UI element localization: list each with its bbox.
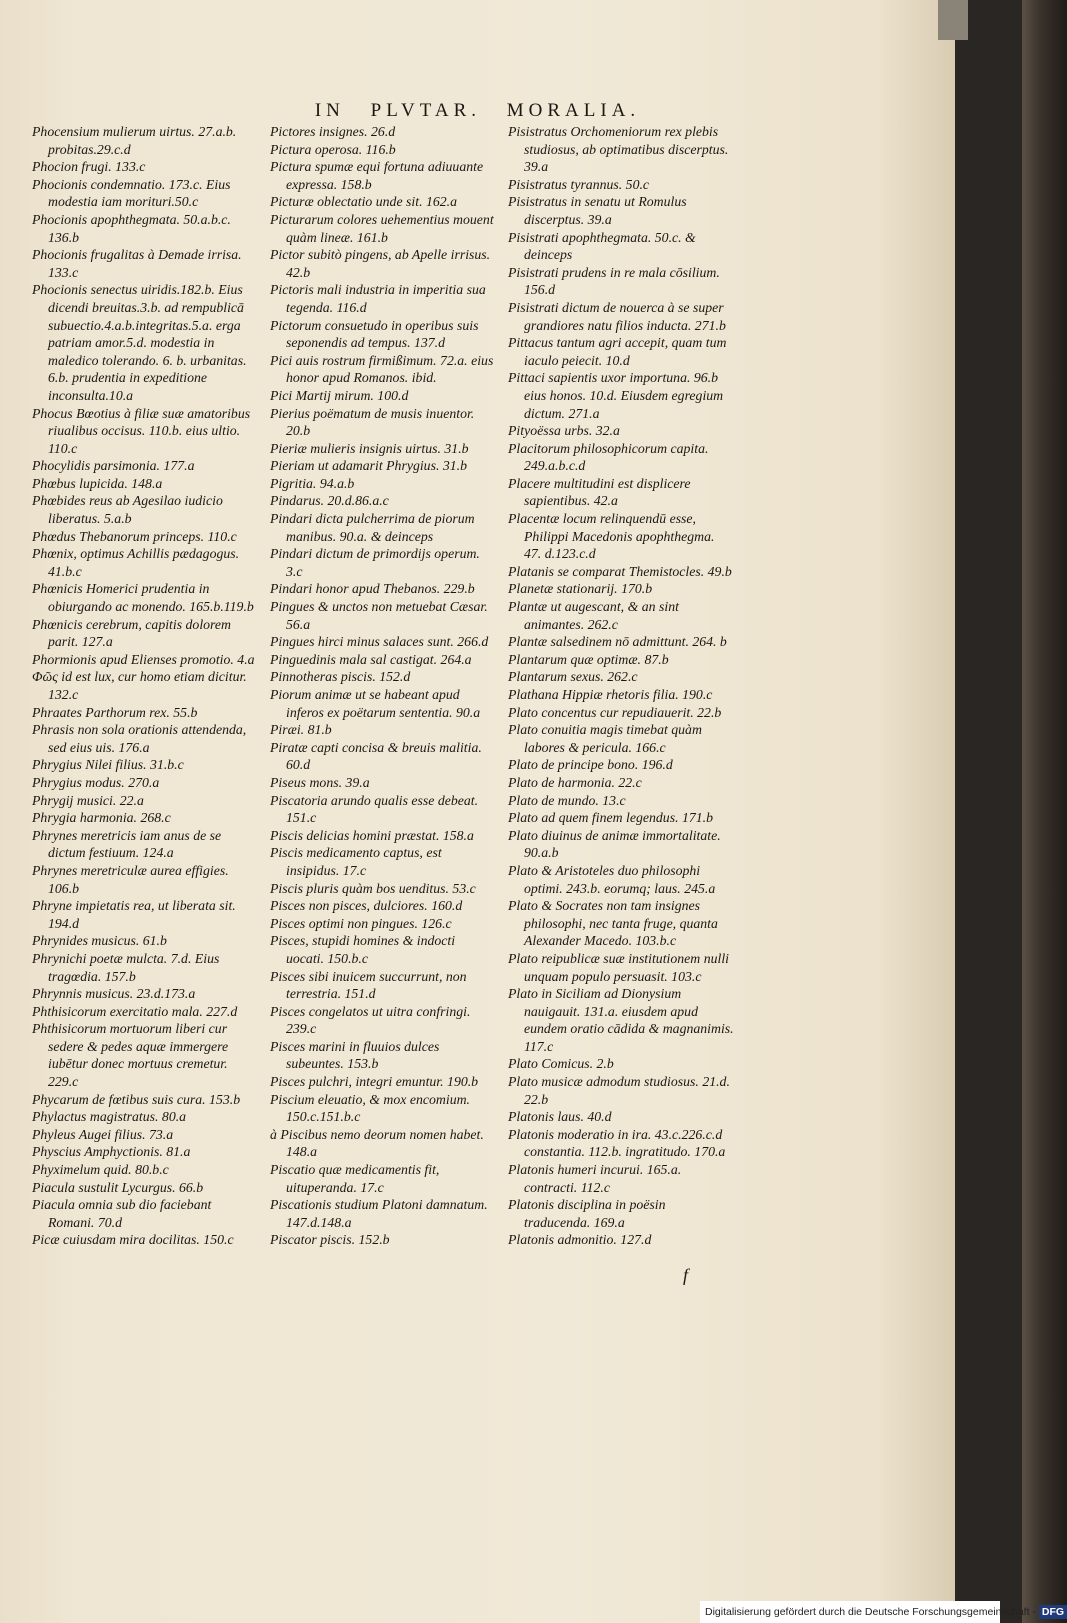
index-column-right [508, 123, 734, 1249]
index-entry: Phocion frugi. 133.c [32, 159, 146, 175]
index-entry: Platonis moderatio in ira. 43.c.226.c.d constantia. 112.b. ingratitudo. 170.a [508, 1126, 726, 1160]
index-entry: Phrynes meretriculæ aurea effigies. 106.b [32, 862, 229, 896]
index-entry: Plantarum sexus. 262.c [508, 669, 638, 685]
index-entry: Placentæ locum relinquendū esse, Philippi Macedonis apophthegma. 47. d.123.c.d [508, 511, 715, 562]
index-entry: Pisces marini in fluuios dulces subeuntes. 153.b [270, 1038, 440, 1072]
index-entry: Piscatoria arundo qualis esse debeat. 151.c [270, 792, 479, 826]
index-entry: Pictor subitò pingens, ab Apelle irrisus. 42.b [270, 247, 491, 280]
index-entry: Phœbus lupicida. 148.a [32, 475, 163, 491]
index-entry: Pingues & unctos non metuebat Cæsar. 56.a [270, 599, 488, 632]
index-entry: Pictoris mali industria in imperitia sua tegenda. 116.d [270, 282, 486, 315]
index-entry: Plato conuitia magis timebat quàm labores & pericula. 166.c [508, 722, 702, 755]
index-entry: Plato de principe bono. 196.d [508, 757, 673, 773]
index-entry: Pisces congelatos ut uitra confringi. 239.c [270, 1003, 471, 1037]
dfg-logo: DFG [1039, 1605, 1067, 1619]
index-entry: Phocylidis parsimonia. 177.a [32, 458, 195, 474]
index-entry: Pittaci sapientis uxor importuna. 96.b eius honos. 10.d. Eiusdem egregium dictum. 271.a [508, 370, 724, 421]
index-entry: Phrynes meretricis iam anus de se dictum festiuum. 124.a [32, 827, 222, 861]
index-entry: Pityoëssa urbs. 32.a [508, 423, 620, 439]
index-entry: Pisistratus Orchomeniorum rex plebis studiosus, ab optimatibus discerptus. 39.a [508, 124, 729, 175]
index-entry: Pisistrati prudens in re mala cōsilium. 156.d [508, 264, 720, 298]
index-entry: Platonis disciplina in poësin traducenda. 169.a [508, 1197, 666, 1230]
index-entry: Piscis medicamento captus, est insipidus. 17.c [270, 845, 442, 878]
index-entry: Pinnotheras piscis. 152.d [270, 669, 411, 685]
index-entry: Piseus mons. 39.a [270, 774, 370, 790]
index-entry: Phycarum de fœtibus suis cura. 153.b [32, 1091, 241, 1107]
index-column-left [32, 123, 260, 1249]
index-entry: Phrygia harmonia. 268.c [32, 810, 171, 826]
index-entry: Plato in Siciliam ad Dionysium nauigauit. 131.a. eiusdem apud eundem oratio cādida & magnanimis. 117.c [508, 986, 734, 1054]
index-entry: Pindari dicta pulcherrima de piorum manibus. 90.a. & deinceps [270, 511, 475, 544]
index-entry: Plathana Hippiæ rhetoris filia. 190.c [508, 687, 713, 702]
index-entry: Plantæ salsedinem nō admittunt. 264. b [508, 634, 727, 650]
index-entry: Pisces optimi non pingues. 126.c [270, 915, 452, 931]
index-entry: Plato diuinus de animæ immortalitate. 90.a.b [508, 827, 721, 861]
index-entry: Pindari honor apud Thebanos. 229.b [270, 581, 475, 597]
index-entry: Phrygij musici. 22.a [32, 792, 144, 808]
index-entry: Phormionis apud Elienses promotio. 4.a [32, 651, 255, 667]
index-entry: Phœnix, optimus Achillis pædagogus. 41.b.c [32, 546, 240, 579]
index-entry: Phryne impietatis rea, ut liberata sit. 194.d [32, 898, 236, 931]
index-entry: Pinguedinis mala sal castigat. 264.a [270, 651, 472, 667]
index-entry: Pisces sibi inuicem succurrunt, non terrestria. 151.d [270, 968, 467, 1002]
index-entry: Picæ cuiusdam mira docilitas. 150.c [32, 1232, 234, 1248]
index-entry: Phrasis non sola orationis attendenda, sed eius uis. 176.a [32, 722, 247, 755]
header-word: MORALIA. [506, 100, 641, 121]
index-entry: Physcius Amphyctionis. 81.a [32, 1144, 191, 1160]
index-entry: Pictores insignes. 26.d [270, 124, 396, 139]
index-entry: Platonis laus. 40.d [508, 1109, 612, 1125]
index-entry: Plantarum quæ optimæ. 87.b [508, 651, 669, 667]
index-entry: Phocionis frugalitas à Demade irrisa. 133.c [32, 247, 242, 280]
index-entry: Pictura operosa. 116.b [270, 141, 396, 157]
index-column-middle [270, 123, 494, 1249]
index-entry: Piacula sustulit Lycurgus. 66.b [32, 1179, 204, 1195]
index-entry: Pisistrati apophthegmata. 50.c. & deinceps [508, 229, 696, 263]
index-entry: Phraates Parthorum rex. 55.b [32, 704, 198, 720]
index-entry: Pieriæ mulieris insignis uirtus. 31.b [270, 440, 469, 456]
index-entry: Pisistratus in senatu ut Romulus discerptus. 39.a [508, 194, 687, 227]
index-entry: Placere multitudini est displicere sapientibus. 42.a [508, 475, 691, 509]
index-entry: à Piscibus nemo deorum nomen habet. 148.a [270, 1126, 484, 1160]
index-entry: Plato de harmonia. 22.c [508, 774, 642, 790]
index-entry: Piscator piscis. 152.b [270, 1232, 390, 1248]
index-entry: Phœnicis Homerici prudentia in obiurgando ac monendo. 165.b.119.b [32, 581, 254, 615]
index-entry: Placitorum philosophicorum capita. 249.a.b.c.d [508, 440, 709, 474]
catchword: f [683, 1265, 689, 1285]
index-entry: Piratæ capti concisa & breuis malitia. 60.d [270, 739, 482, 773]
index-entry: Plato & Aristoteles duo philosophi optimi. 243.b. eorumq; laus. 245.a [508, 862, 716, 896]
index-entry: Pisistratus tyrannus. 50.c [508, 176, 650, 192]
index-entry: Piacula omnia sub dio faciebant Romani. 70.d [32, 1197, 212, 1230]
index-entry: Piræi. 81.b [270, 722, 332, 738]
index-entry: Pisces pulchri, integri emuntur. 190.b [270, 1074, 479, 1090]
index-entry: Pingues hirci minus salaces sunt. 266.d [270, 634, 489, 650]
index-entry: Phocionis apophthegmata. 50.a.b.c. 136.b [32, 211, 231, 245]
index-entry: Plato musicæ admodum studiosus. 21.d. 22.b [508, 1074, 730, 1107]
index-entry: Phrynichi poetæ mulcta. 7.d. Eius tragœdia. 157.b [32, 950, 220, 984]
index-entry: Phocus Bœotius à filiæ suæ amatoribus riualibus occisus. 110.b. eius ultio. 110.c [32, 405, 251, 456]
index-entry: Phrynnis musicus. 23.d.173.a [32, 986, 196, 1002]
index-entry: Phthisicorum exercitatio mala. 227.d [32, 1003, 238, 1019]
index-entry: Piscationis studium Platoni damnatum. 147.d.148.a [270, 1197, 488, 1230]
index-entry: Platonis humeri incurui. 165.a. contracti. 112.c [508, 1162, 682, 1195]
index-entry: Phrygius modus. 270.a [32, 774, 160, 790]
index-entry: Pisces, stupidi homines & indocti uocati. 150.b.c [270, 933, 456, 966]
index-entry: Piorum animæ ut se habeant apud inferos ex poëtarum sententia. 90.a [270, 687, 481, 720]
index-entry: Picturæ oblectatio unde sit. 162.a [270, 194, 458, 210]
index-entry: Piscium eleuatio, & mox encomium. 150.c.151.b.c [270, 1091, 471, 1125]
index-entry: Phthisicorum mortuorum liberi cur sedere & pedes aquæ immergere iubētur donec mortuus cremetur. 229.c [32, 1021, 229, 1090]
index-entry: Plato concentus cur repudiauerit. 22.b [508, 704, 722, 720]
header-word: PLVTAR. [370, 100, 482, 121]
index-entry: Phrynides musicus. 61.b [32, 933, 167, 949]
index-entry: Phylactus magistratus. 80.a [32, 1109, 187, 1125]
book-edge [1022, 0, 1067, 1623]
index-entry: Platanis se comparat Themistocles. 49.b [508, 563, 732, 579]
index-entry: Phocensium mulierum uirtus. 27.a.b. probitas.29.c.d [32, 124, 237, 157]
index-entry: Plato reipublicæ suæ institutionem nulli unquam populo persuasit. 103.c [508, 950, 730, 984]
index-entry: Piscis delicias homini præstat. 158.a [270, 827, 474, 843]
index-entry: Phœdus Thebanorum princeps. 110.c [32, 528, 237, 544]
index-entry: Piscis pluris quàm bos uenditus. 53.c [270, 880, 476, 896]
index-entry: Planetæ stationarij. 170.b [508, 581, 653, 597]
index-entry: Plato & Socrates non tam insignes philosophi, nec tanta fruge, quanta Alexander Macedo. 103.b.c [508, 898, 718, 949]
index-entry: Pictorum consuetudo in operibus suis seponendis ad tempus. 137.d [270, 317, 479, 351]
index-entry: Pindarus. 20.d.86.a.c [270, 493, 389, 509]
index-entry: Pisces non pisces, dulciores. 160.d [270, 898, 463, 914]
running-header [0, 100, 955, 122]
index-entry: Plato de mundo. 13.c [508, 792, 626, 808]
index-entry: Phrygius Nilei filius. 31.b.c [32, 757, 184, 773]
header-word: IN [314, 100, 345, 121]
index-entry: Pigritia. 94.a.b [270, 475, 355, 491]
index-entry: Φῶς id est lux, cur homo etiam dicitur. 132.c [32, 669, 247, 702]
index-entry: Phocionis senectus uiridis.182.b. Eius dicendi breuitas.3.b. ad rempublicā subuectio.4.a.b.integritas.5.a. erga patriam amor.5.d. modestia in maledico tolerando. 6. b. urbanitas. 6.b. prudentia in expeditione inconsulta.10.a [32, 282, 247, 403]
index-entry: Plato ad quem finem legendus. 171.b [508, 810, 714, 826]
index-entry: Phyximelum quid. 80.b.c [32, 1162, 169, 1178]
index-entry: Pindari dictum de primordijs operum. 3.c [270, 546, 480, 579]
index-entry: Pictura spumæ equi fortuna adiuuante expressa. 158.b [270, 159, 484, 192]
index-entry: Platonis admonitio. 127.d [508, 1232, 652, 1248]
footer-text: Digitalisierung gefördert durch die Deutsche Forschungsgemeinschaft - [705, 1606, 1036, 1618]
index-entry: Plato Comicus. 2.b [508, 1056, 614, 1072]
index-entry: Pisistrati dictum de nouerca à se super grandiores natu filios inducta. 271.b [508, 299, 726, 333]
index-entry: Picturarum colores uehementius mouent quàm lineæ. 161.b [270, 211, 494, 245]
index-entry: Pierius poëmatum de musis inuentor. 20.b [270, 405, 475, 439]
index-entry: Phœbides reus ab Agesilao iudicio liberatus. 5.a.b [32, 493, 223, 527]
index-entry: Pieriam ut adamarit Phrygius. 31.b [270, 458, 467, 474]
index-entry: Pici auis rostrum firmißimum. 72.a. eius honor apud Romanos. ibid. [270, 352, 494, 386]
index-entry: Plantæ ut augescant, & an sint animantes. 262.c [508, 599, 679, 632]
index-entry: Phœnicis cerebrum, capitis dolorem parit. 127.a [32, 616, 232, 650]
index-entry: Phyleus Augei filius. 73.a [32, 1126, 174, 1142]
index-entry: Pici Martij mirum. 100.d [270, 387, 409, 403]
index-entry: Piscatio quæ medicamentis fit, uituperanda. 17.c [270, 1162, 440, 1195]
color-calibration-strip [938, 0, 968, 40]
footer-credit [700, 1601, 1065, 1623]
index-entry: Pittacus tantum agri accepit, quam tum iaculo peiecit. 10.d [508, 335, 727, 368]
index-entry: Phocionis condemnatio. 173.c. Eius modestia iam morituri.50.c [32, 176, 231, 210]
